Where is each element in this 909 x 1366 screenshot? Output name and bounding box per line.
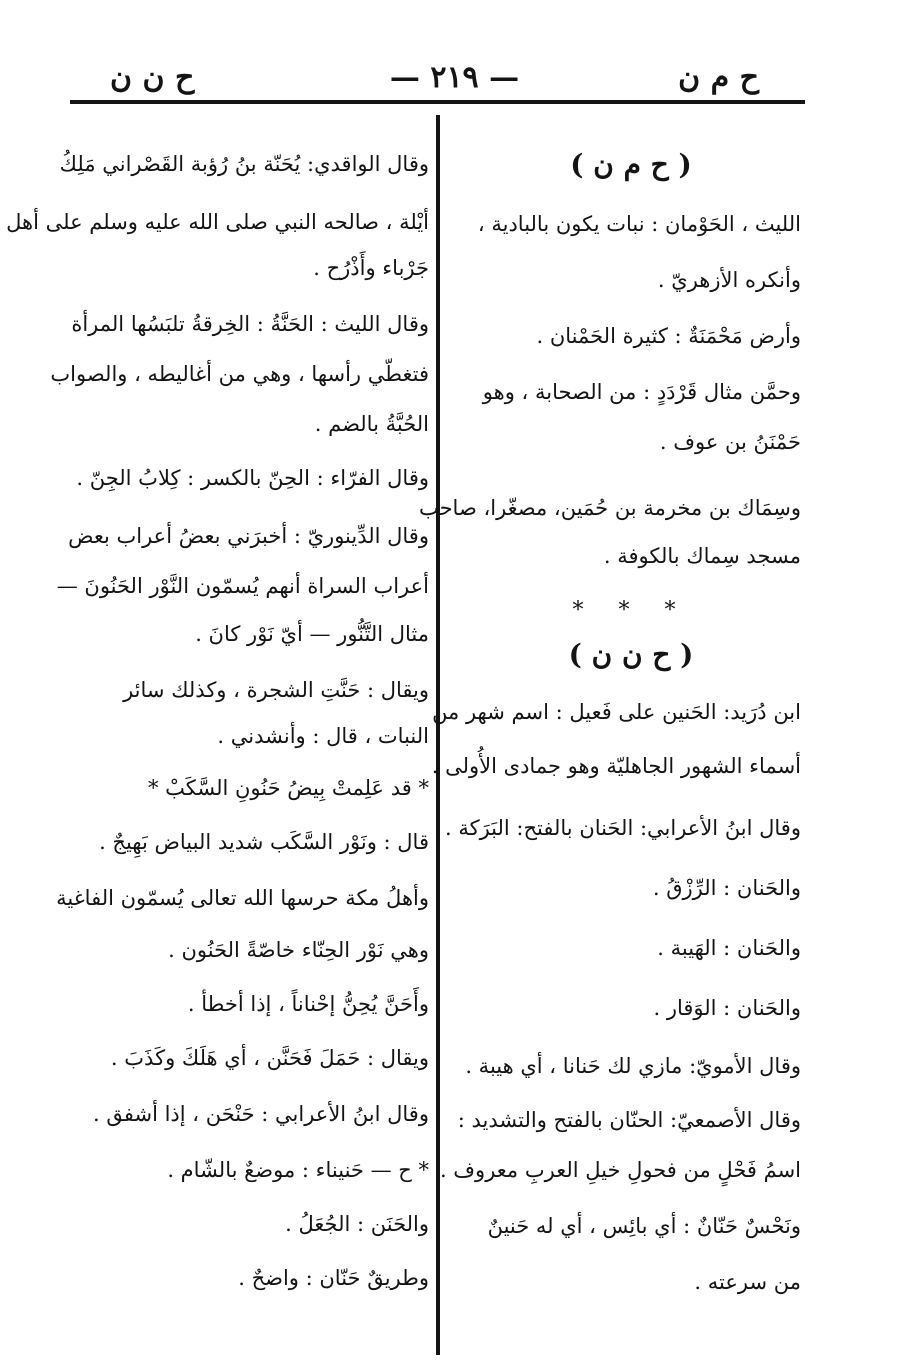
verse-line: * قد عَلِمتْ بِيضُ حَنُونِ السَّكَبْ *	[147, 776, 429, 800]
text-line: وقال الواقدي: يُحَنّة بنُ رُؤبة القَصْراني مَلِكُ	[59, 152, 429, 176]
header-rule	[70, 100, 805, 104]
text-line: أعراب السراة أنهم يُسمّون النَّوْر الحَنُونَ —	[56, 574, 429, 598]
text-line: والحَنان : الوَقار .	[653, 996, 801, 1020]
text-line: وأنكره الأزهريّ .	[657, 268, 801, 292]
text-line: من سرعته .	[694, 1270, 801, 1294]
text-line: وسِمَاك بن مخرمة بن حُمَين، مصغّرا، صاحب	[418, 496, 801, 520]
text-line: والحَنَن : الجُعَلُ .	[285, 1212, 429, 1236]
section-separator: * * *	[572, 598, 690, 623]
text-line: وقال ابنُ الأعرابي : حَنْحَن ، إذا أشفق .	[93, 1102, 429, 1126]
text-line: * ح — حَنيناء : موضعٌ بالشّام .	[167, 1158, 429, 1182]
text-line: ابن دُرَيد: الحَنين على فَعيل : اسم شهر من	[432, 700, 801, 724]
running-head-right: ح م ن	[678, 60, 759, 95]
text-line: والحَنان : الهَيبة .	[657, 936, 801, 960]
text-line: الليث ، الحَوْمان : نبات يكون بالبادية ،	[477, 212, 801, 236]
text-line: أسماء الشهور الجاهليّة وهو جمادى الأُولى .	[431, 754, 801, 778]
text-line: الحُبَّةُ بالضم .	[314, 412, 429, 436]
text-line: فتغطّي رأسها ، وهي من أغاليطه ، والصواب	[50, 362, 429, 386]
text-line: وقال الفرّاء : الحِنّ بالكسر : كِلابُ الجِنّ .	[76, 466, 429, 490]
text-line: مثال التَّنُّور — أيّ نَوْر كانَ .	[195, 622, 429, 646]
text-line: قال : ونَوْر السَّكَب شديد البياض بَهِيجٌ .	[99, 830, 429, 854]
text-line: مسجد سِماك بالكوفة .	[603, 544, 801, 568]
text-line: اسمُ فَحْلٍ من فحولِ خيلِ العربِ معروف .	[439, 1158, 801, 1182]
entry-heading-hmn: ( ح م ن )	[570, 148, 692, 181]
text-line: وقال الليث : الحَنَّةُ : الخِرقةُ تلبَسُها المرأة	[71, 312, 429, 336]
text-line: وأَحَنَّ يُحِنُّ إحْناناً ، إذا أخطأ .	[187, 992, 429, 1016]
text-line: ونَحْسٌ حَنّانٌ : أي بائِس ، أي له حَنينٌ	[487, 1214, 801, 1238]
text-line: أيْلة ، صالحه النبي صلى الله عليه وسلم على أهل	[6, 210, 429, 234]
text-line: وطريقٌ حَنّان : واضحٌ .	[238, 1266, 429, 1290]
text-line: ويقال : حَمَلَ فَحَنَّن ، أي هَلَكَ وكَذَبَ .	[110, 1046, 429, 1070]
text-line: وأرض مَحْمَنَةٌ : كثيرة الحَمْنان .	[536, 324, 801, 348]
entry-heading-hnn: ( ح ن ن )	[568, 638, 694, 671]
text-line: والحَنان : الرِّزْقُ .	[652, 876, 801, 900]
text-line: جَرْباء وأَذْرُح .	[313, 256, 429, 280]
text-line: وقال الأصمعيّ: الحنّان بالفتح والتشديد :	[457, 1108, 801, 1132]
text-line: وقال الدِّينوريّ : أخبرَني بعضُ أعراب بعض	[68, 524, 429, 548]
running-head-left: ح ن ن	[110, 60, 195, 95]
text-line: وقال ابنُ الأعرابي: الحَنان بالفتح: البَرَكة .	[444, 816, 801, 840]
text-line: وهي نَوْر الحِنّاء خاصّةً الحَنُون .	[168, 938, 429, 962]
text-line: وقال الأمويّ: مازي لك حَنانا ، أي هيبة .	[465, 1054, 801, 1078]
page-number: — ٢١٩ —	[389, 60, 520, 95]
text-line: ويقال : حَنَّتِ الشجرة ، وكذلك سائر	[123, 678, 429, 702]
text-line: النبات ، قال : وأنشدني .	[217, 724, 429, 748]
text-line: وأهلُ مكة حرسها الله تعالى يُسمّون الفاغية	[56, 886, 429, 910]
text-line: حَمْنَنُ بن عوف .	[659, 430, 801, 454]
text-line: وحمَّن مثال قَرْدَدٍ : من الصحابة ، وهو	[482, 380, 801, 404]
